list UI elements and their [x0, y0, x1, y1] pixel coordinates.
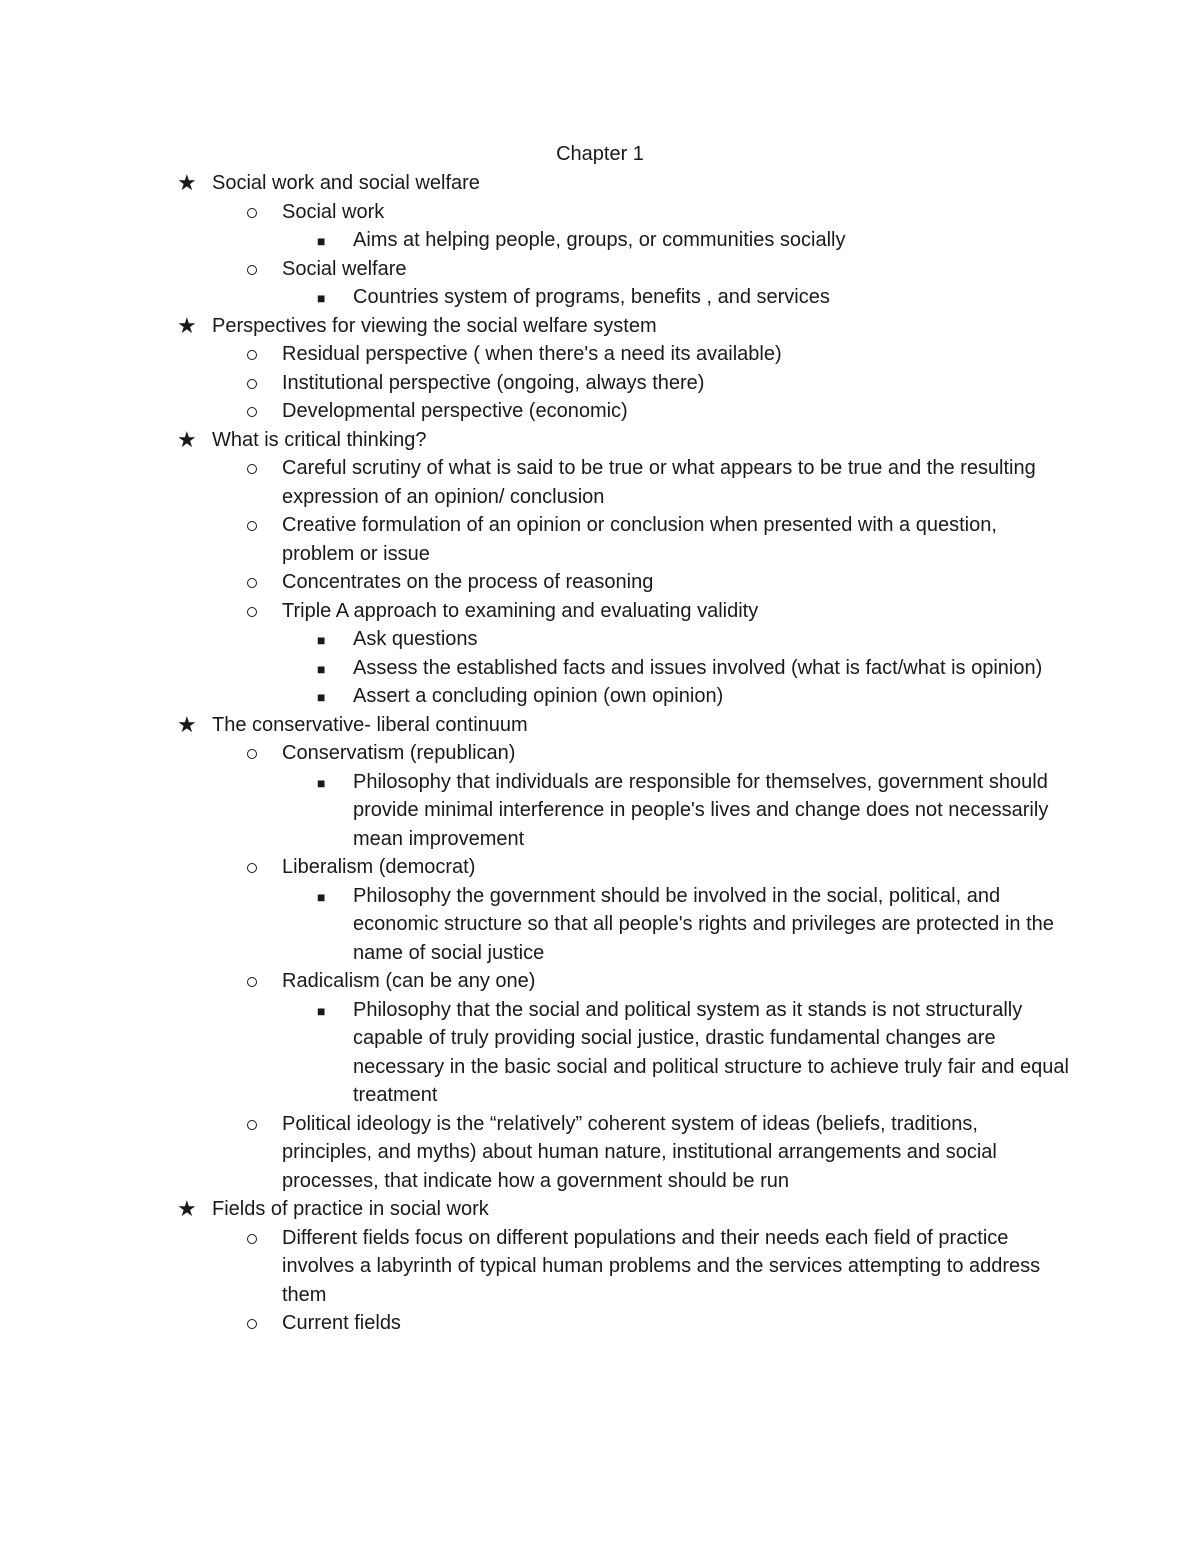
square-bullet-icon: ■: [317, 660, 326, 677]
circle-bullet-icon: [247, 739, 257, 768]
list-item: [0, 967, 1072, 996]
list-item: [0, 369, 1072, 398]
item-text: Ask questions: [353, 628, 478, 650]
item-text: Conservatism (republican): [282, 742, 516, 764]
list-item: [0, 711, 1072, 740]
list-item: [0, 312, 1072, 341]
list-item: [0, 1309, 1072, 1338]
list-item: [0, 654, 1071, 683]
circle-bullet-icon: [247, 454, 257, 483]
list-item: [0, 226, 1071, 255]
square-bullet-icon: ■: [317, 233, 326, 249]
item-text: Assess the established facts and issues involved (what is fact/what is opinion): [353, 656, 1043, 679]
item-text: Social welfare: [282, 257, 407, 280]
square-bullet-icon: ■: [317, 689, 326, 705]
item-text: Social work: [282, 200, 385, 223]
square-bullet-icon: ■: [317, 632, 326, 648]
list-item: [0, 739, 1072, 768]
list-item: [0, 340, 1072, 369]
item-text: Concentrates on the process of reasoning: [282, 571, 654, 593]
list-item: [0, 283, 1071, 312]
item-text: Different fields focus on different populations and their needs each field of practice involves a labyrinth of typical human problems and the services attempting to address them: [282, 1226, 1041, 1306]
item-text: Countries system of programs, benefits , and services: [353, 286, 830, 308]
outline-list: [0, 169, 1200, 1338]
circle-bullet-icon: [247, 597, 257, 626]
item-text: Aims at helping people, groups, or communities socially: [353, 229, 846, 251]
square-bullet-icon: ■: [317, 888, 326, 905]
circle-bullet-icon: [247, 568, 257, 597]
list-item: [0, 511, 1072, 568]
circle-bullet-icon: [247, 1110, 257, 1139]
item-text: Assert a concluding opinion (own opinion): [353, 685, 724, 707]
list-item: [0, 169, 1072, 198]
list-item: [0, 454, 1072, 511]
page-title: Chapter 1: [556, 143, 644, 165]
circle-bullet-icon: [247, 967, 257, 996]
circle-bullet-icon: [247, 853, 257, 882]
item-text: Liberalism (democrat): [282, 856, 476, 878]
list-item: [0, 198, 1072, 227]
list-item: [0, 1195, 1072, 1224]
item-text: Philosophy the government should be involved in the social, political, and economic structure so that all people's rights and privileges are protected in the name of social justice: [353, 884, 1054, 964]
item-text: Creative formulation of an opinion or conclusion when presented with a question, problem or issue: [282, 514, 997, 565]
list-item: [0, 255, 1072, 284]
circle-bullet-icon: [247, 511, 257, 540]
square-bullet-icon: ■: [317, 1002, 326, 1019]
square-bullet-icon: ■: [317, 774, 326, 791]
list-item: [0, 597, 1072, 626]
list-item: [0, 1224, 1072, 1310]
item-text: Developmental perspective (economic): [282, 400, 628, 422]
list-item: [0, 426, 1072, 455]
list-item: [0, 996, 1071, 1110]
circle-bullet-icon: [247, 198, 257, 227]
item-text: Political ideology is the “relatively” coherent system of ideas (beliefs, traditions, principles, and myths) about human nature, institutional arrangements and social processes, that indicate how a government should be run: [282, 1112, 997, 1192]
item-text: Current fields: [282, 1312, 401, 1334]
list-item: [0, 682, 1071, 711]
list-item: [0, 882, 1071, 968]
circle-bullet-icon: [247, 340, 257, 369]
item-text: Philosophy that the social and political system as it stands is not structurally capable of truly providing social justice, drastic fundamental changes are necessary in the basic social and political structure to achieve truly fair and equal treatment: [353, 998, 1069, 1106]
star-bullet-icon: ★: [177, 426, 197, 452]
list-item: [0, 625, 1071, 654]
list-item: [0, 853, 1072, 882]
item-text: Philosophy that individuals are responsible for themselves, government should provide minimal interference in people's lives and change does not necessarily mean improvement: [353, 770, 1049, 850]
item-text: The conservative- liberal continuum: [212, 713, 528, 736]
square-bullet-icon: ■: [317, 290, 326, 306]
item-text: Fields of practice in social work: [212, 1198, 489, 1220]
item-text: Radicalism (can be any one): [282, 970, 536, 992]
item-text: Perspectives for viewing the social welfare system: [212, 314, 657, 337]
item-text: Triple A approach to examining and evaluating validity: [282, 599, 759, 622]
item-text: What is critical thinking?: [212, 428, 427, 451]
list-item: [0, 768, 1071, 854]
star-bullet-icon: ★: [177, 1196, 197, 1221]
circle-bullet-icon: [247, 255, 257, 284]
item-text: Careful scrutiny of what is said to be true or what appears to be true and the resulting expression of an opinion/ conclusion: [282, 457, 1036, 508]
list-item: [0, 1110, 1072, 1196]
circle-bullet-icon: [247, 369, 257, 398]
list-item: [0, 568, 1072, 597]
item-text: Social work and social welfare: [212, 172, 480, 194]
circle-bullet-icon: [247, 397, 257, 426]
circle-bullet-icon: [247, 1224, 257, 1253]
circle-bullet-icon: [247, 1309, 257, 1338]
item-text: Residual perspective ( when there's a need its available): [282, 343, 782, 365]
star-bullet-icon: ★: [177, 711, 197, 737]
item-text: Institutional perspective (ongoing, always there): [282, 371, 705, 394]
star-bullet-icon: ★: [177, 170, 197, 195]
star-bullet-icon: ★: [177, 312, 197, 338]
list-item: [0, 397, 1072, 426]
